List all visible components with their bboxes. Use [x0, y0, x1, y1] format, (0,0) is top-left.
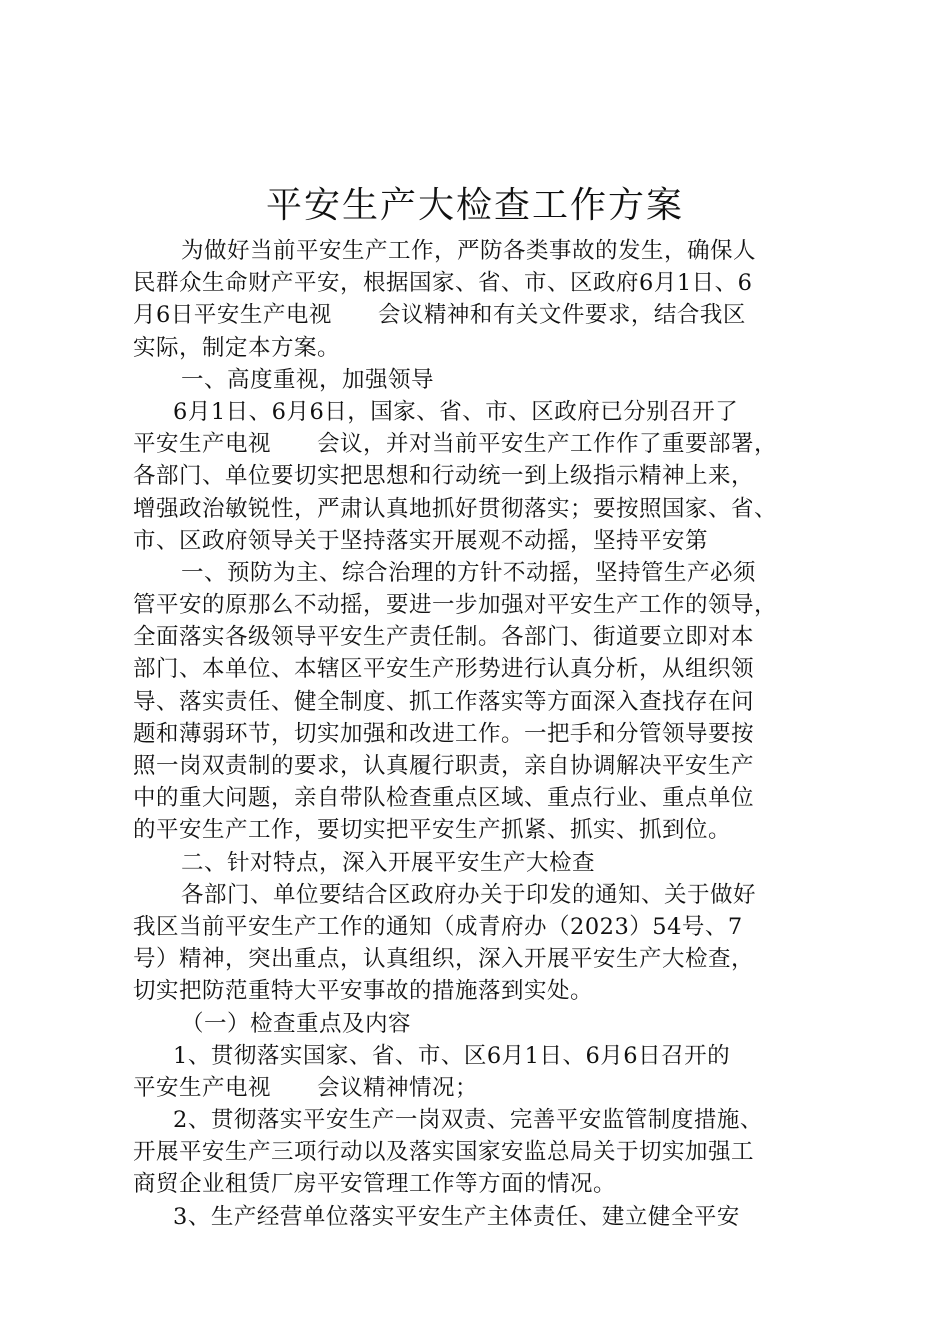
paragraph-line: 题和薄弱环节，切实加强和改进工作。一把手和分管领导要按 — [133, 720, 755, 747]
paragraph-line: 的平安生产工作，要切实把平安生产抓紧、抓实、抓到位。 — [133, 817, 732, 844]
subsection-heading: （一）检查重点及内容 — [181, 1010, 412, 1037]
paragraph-line: 开展平安生产三项行动以及落实国家安监总局关于切实加强工 — [133, 1139, 755, 1166]
paragraph-line: 管平安的原那么不动摇，要进一步加强对平安生产工作的领导， — [133, 592, 778, 619]
paragraph-line: 全面落实各级领导平安生产责任制。各部门、街道要立即对本 — [133, 624, 755, 651]
paragraph-line: 市、区政府领导关于坚持落实开展观不动摇，坚持平安第 — [133, 527, 709, 554]
section-heading: 二、针对特点，深入开展平安生产大检查 — [181, 849, 596, 876]
paragraph-line: 实际，制定本方案。 — [133, 334, 341, 361]
paragraph-line: 6月1日、6月6日，国家、省、市、区政府已分别召开了 — [173, 398, 739, 425]
paragraph-line: 为做好当前平安生产工作，严防各类事故的发生，确保人 — [181, 238, 757, 264]
paragraph-line: 一、预防为主、综合治理的方针不动摇，坚持管生产必须 — [181, 559, 757, 586]
paragraph-line: 增强政治敏锐性，严肃认真地抓好贯彻落实；要按照国家、省、 — [133, 495, 778, 522]
paragraph-line: 月6日平安生产电视 会议精神和有关文件要求，结合我区 — [133, 302, 746, 329]
paragraph-line: 我区当前平安生产工作的通知（成青府办（2023）54号、7 — [133, 913, 743, 940]
paragraph-line: 部门、本单位、本辖区平安生产形势进行认真分析，从组织领 — [133, 656, 755, 683]
paragraph-line: 导、落实责任、健全制度、抓工作落实等方面深入查找存在问 — [133, 688, 755, 715]
paragraph-line: 中的重大问题，亲自带队检查重点区域、重点行业、重点单位 — [133, 785, 755, 812]
list-item: 1、贯彻落实国家、省、市、区6月1日、6月6日召开的 — [173, 1042, 731, 1069]
paragraph-line: 各部门、单位要结合区政府办关于印发的通知、关于做好 — [181, 881, 757, 908]
list-item: 3、生产经营单位落实平安生产主体责任、建立健全平安 — [173, 1203, 740, 1230]
paragraph-line: 切实把防范重特大平安事故的措施落到实处。 — [133, 978, 594, 1005]
list-item: 2、贯彻落实平安生产一岗双责、完善平安监管制度措施、 — [173, 1107, 763, 1134]
document-body — [133, 235, 833, 1233]
document-title: 平安生产大检查工作方案 — [265, 185, 684, 226]
paragraph-line: 平安生产电视 会议精神情况； — [133, 1074, 479, 1101]
paragraph-line: 平安生产电视 会议，并对当前平安生产工作作了重要部署， — [133, 431, 778, 458]
paragraph-line: 民群众生命财产平安，根据国家、省、市、区政府6月1日、6 — [133, 270, 753, 297]
paragraph-line: 商贸企业租赁厂房平安管理工作等方面的情况。 — [133, 1171, 617, 1198]
paragraph-line: 号）精神，突出重点，认真组织，深入开展平安生产大检查， — [133, 946, 755, 973]
paragraph-line: 各部门、单位要切实把思想和行动统一到上级指示精神上来， — [133, 463, 755, 490]
paragraph-line: 照一岗双责制的要求，认真履行职责，亲自协调解决平安生产 — [133, 753, 755, 779]
section-heading: 一、高度重视，加强领导 — [181, 366, 435, 393]
